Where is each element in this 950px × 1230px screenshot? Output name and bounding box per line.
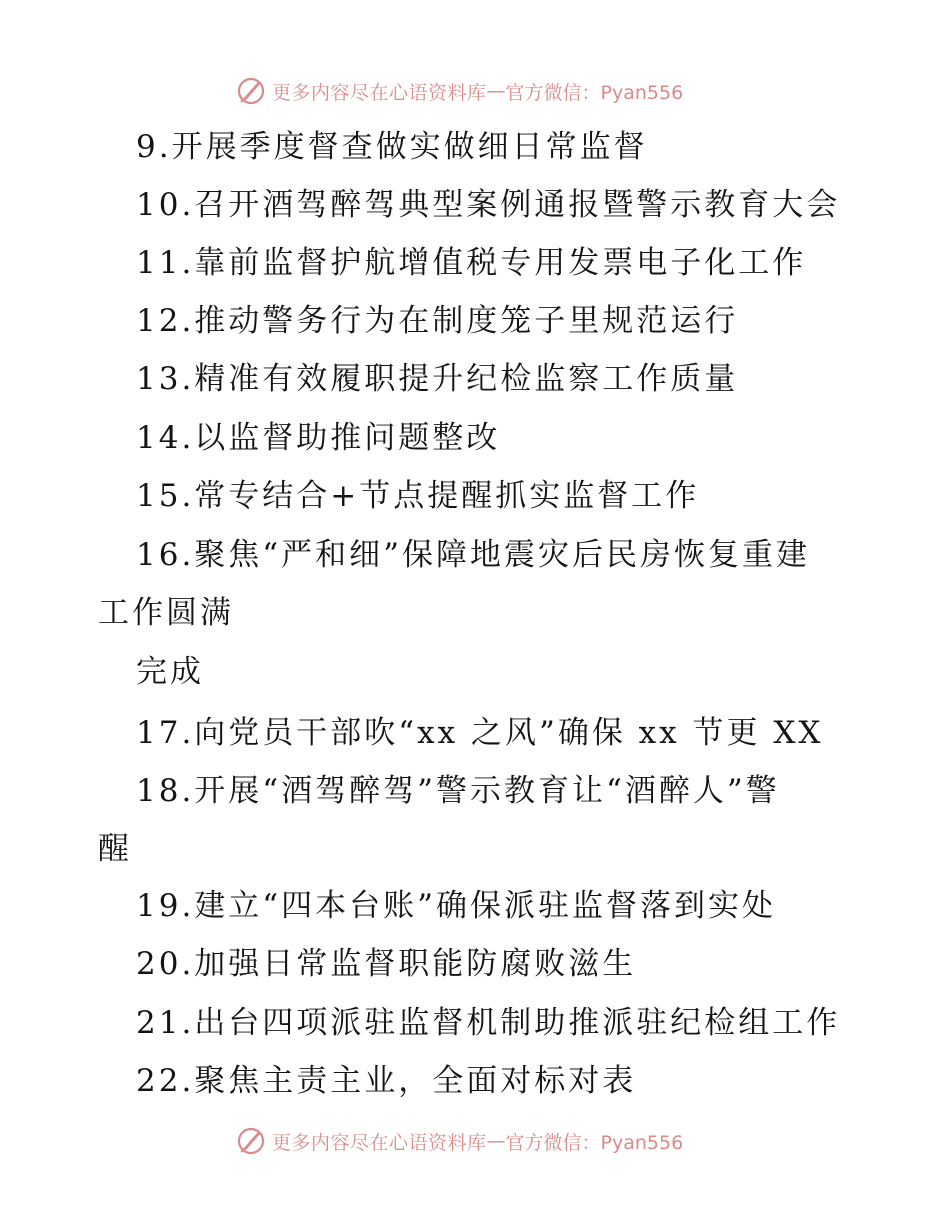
- list-item-14: 14.以监督助推问题整改: [136, 420, 501, 456]
- list-item-16-continuation: 工作圆满: [98, 595, 234, 631]
- list-item-16: 16.聚焦“严和细”保障地震灾后民房恢复重建: [136, 537, 810, 573]
- quill-logo-icon: [236, 76, 266, 106]
- list-item-18-continuation: 醒: [98, 831, 132, 867]
- watermark-dash: —: [486, 80, 506, 102]
- list-item-12: 12.推动警务行为在制度笼子里规范运行: [136, 303, 739, 339]
- list-item-15: 15.常专结合+节点提醒抓实监督工作: [136, 478, 700, 514]
- list-item-11: 11.靠前监督护航增值税专用发票电子化工作: [136, 245, 807, 281]
- list-item-17: 17.向党员干部吹“xx 之风”确保 xx 节更 XX: [136, 715, 824, 751]
- watermark-wechat: 官方微信：Pyan556: [505, 81, 684, 104]
- watermark-dash: —: [486, 1130, 506, 1152]
- list-item-22: 22.聚焦主责主业，全面对标对表: [136, 1063, 637, 1099]
- watermark-text: 更多内容尽在心语资料库: [272, 1131, 487, 1154]
- list-item-20: 20.加强日常监督职能防腐败滋生: [136, 946, 637, 982]
- list-item-13: 13.精准有效履职提升纪检监察工作质量: [136, 361, 739, 397]
- list-item-19: 19.建立“四本台账”确保派驻监督落到实处: [136, 888, 776, 924]
- list-item-9: 9.开展季度督查做实做细日常监督: [136, 129, 648, 165]
- footer-watermark: [236, 1124, 683, 1158]
- watermark-text: 更多内容尽在心语资料库: [272, 81, 487, 104]
- quill-logo-icon: [236, 1126, 266, 1156]
- list-item-21: 21.出台四项派驻监督机制助推派驻纪检组工作: [136, 1005, 841, 1041]
- list-item-10: 10.召开酒驾醉驾典型案例通报暨警示教育大会: [136, 187, 841, 223]
- watermark-wechat: 官方微信：Pyan556: [505, 1131, 684, 1154]
- header-watermark: [236, 74, 683, 108]
- list-item-16-tail: 完成: [136, 654, 204, 690]
- list-item-18: 18.开展“酒驾醉驾”警示教育让“酒醉人”警: [136, 773, 780, 809]
